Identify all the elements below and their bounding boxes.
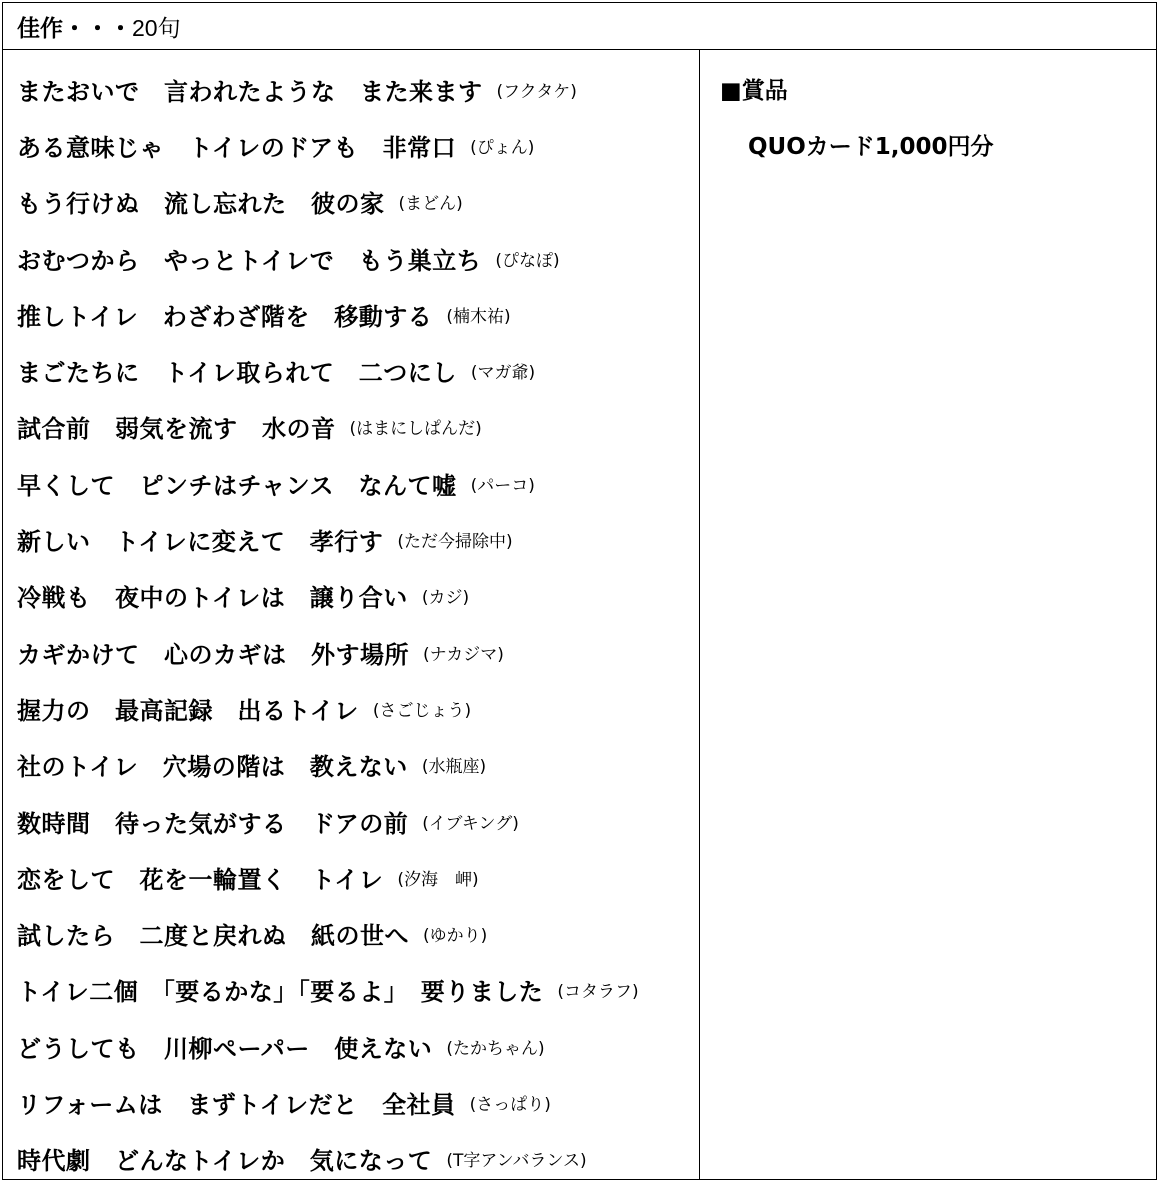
poem-author: (はまにしぱんだ) [349, 419, 482, 440]
poem-item [17, 61, 639, 117]
prize-column [700, 50, 1156, 1179]
poem-item [17, 849, 639, 905]
poem-author: (水瓶座) [421, 757, 487, 778]
poem-text: もう行けぬ 流し忘れた 彼の家 [17, 190, 385, 219]
poem-item [17, 624, 639, 680]
poem-text: リフォームは まずトイレだと 全社員 [17, 1090, 456, 1119]
poem-item [17, 455, 639, 511]
poem-text: 恋をして 花を一輪置く トイレ [17, 865, 384, 894]
poem-item [17, 230, 639, 286]
poem-author: (フクタケ) [496, 81, 577, 102]
poem-author: (さごじょう) [372, 700, 472, 721]
poem-text: 試したら 二度と戻れぬ 紙の世へ [17, 922, 409, 951]
poem-author: (ぴなぽ) [495, 250, 560, 271]
poem-text: 新しい トイレに変えて 孝行す [17, 528, 384, 557]
poem-item [17, 680, 639, 736]
poem-author: (楠木祐) [446, 306, 511, 327]
poem-text: ある意味じゃ トイレのドアも 非常口 [17, 133, 457, 162]
entry-count: 20句 [132, 14, 181, 41]
poem-column [3, 50, 700, 1179]
poem-author: (たかちゃん) [446, 1038, 545, 1059]
poem-item [17, 117, 639, 173]
poem-item [17, 511, 639, 567]
poem-item [17, 962, 639, 1018]
award-table [2, 2, 1157, 1180]
poem-text: 社のトイレ 穴場の階は 教えない [17, 753, 408, 782]
poem-text: おむつから やっとトイレで もう巣立ち [17, 246, 482, 275]
poem-text: まごたちに トイレ取られて 二つにし [17, 359, 457, 388]
poem-item [17, 286, 639, 342]
poem-text: トイレ二個 「要るかな」「要るよ」 要りました [17, 978, 544, 1007]
prize-heading: ■賞品 [720, 78, 788, 104]
poem-item [17, 1074, 639, 1130]
poem-item [17, 1018, 639, 1074]
poem-author: (パーコ) [470, 475, 535, 496]
poem-item [17, 342, 639, 398]
poem-author: (汐海 岬) [397, 869, 479, 890]
poem-author: (コタラフ) [557, 982, 639, 1003]
poem-author: (ナカジマ) [423, 644, 504, 665]
poem-item [17, 568, 639, 624]
poem-author: (イブキング) [422, 813, 519, 834]
poem-item [17, 905, 639, 961]
poem-item [17, 737, 639, 793]
poem-text: どうしても 川柳ペーパー 使えない [17, 1034, 433, 1063]
poem-text: カギかけて 心のカギは 外す場所 [17, 640, 409, 669]
poem-author: (まどん) [398, 194, 463, 215]
prize-detail: QUOカード1,000円分 [748, 134, 994, 160]
table-header [3, 3, 1156, 50]
poem-text: 試合前 弱気を流す 水の音 [17, 415, 336, 444]
poem-author: (マガ爺) [470, 363, 536, 384]
poem-text: 数時間 待った気がする ドアの前 [17, 809, 409, 838]
poem-text: またおいで 言われたような また来ます [17, 77, 483, 106]
poem-text: 早くして ピンチはチャンス なんて嘘 [17, 471, 457, 500]
poem-author: (ぴょん) [470, 137, 535, 158]
poem-author: (T字アンバランス) [446, 1151, 587, 1172]
poem-list [17, 61, 639, 1187]
poem-text: 時代劇 どんなトイレか 気になって [17, 1147, 433, 1176]
poem-item [17, 399, 639, 455]
poem-author: (カジ) [421, 588, 470, 609]
poem-text: 推しトイレ わざわざ階を 移動する [17, 302, 433, 331]
poem-text: 握力の 最高記録 出るトイレ [17, 696, 359, 725]
poem-author: (ゆかり) [423, 926, 488, 947]
section-title: 佳作・・・ [17, 15, 132, 42]
poem-item [17, 793, 639, 849]
poem-author: (ただ今掃除中) [397, 532, 513, 553]
poem-author: (さっぱり) [469, 1094, 551, 1115]
poem-text: 冷戦も 夜中のトイレは 譲り合い [17, 584, 408, 613]
poem-item [17, 1131, 639, 1187]
poem-item [17, 174, 639, 230]
